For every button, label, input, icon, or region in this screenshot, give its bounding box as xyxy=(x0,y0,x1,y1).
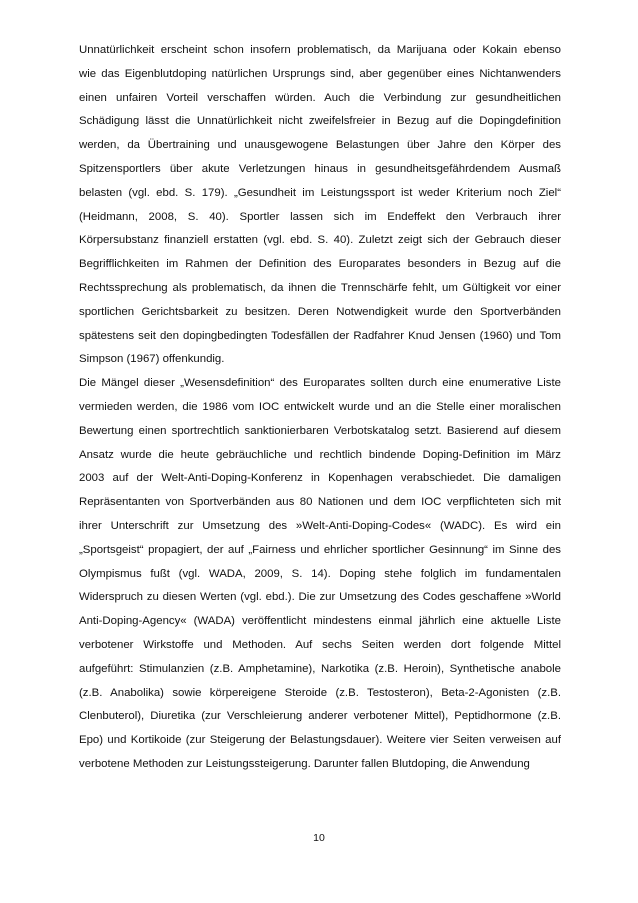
paragraph-1 xyxy=(79,39,561,372)
text-line: Unnatürlichkeit erscheint schon insofern problematisch, da Marijuana oder Kokain ebenso xyxy=(79,44,561,56)
text-line: ihrer Unterschrift zur Umsetzung des »Welt-Anti-Doping-Codes« (WADC). Es wird ein xyxy=(79,519,561,532)
text-line: Repräsentanten von Sportverbänden aus 80 Nationen und dem IOC verpflichteten sich mit xyxy=(79,496,561,509)
paragraph-2 xyxy=(79,372,561,777)
text-line: Körpersubstanz finanziell erstatten (vgl. ebd. S. 40). Zuletzt zeigt sich der Gebrauch dieser xyxy=(79,234,561,247)
text-line: Begrifflichkeiten im Rahmen der Definition des Europarates besonders in Bezug auf die xyxy=(79,258,561,271)
text-line: belasten (vgl. ebd. S. 179). „Gesundheit im Leistungssport ist weder Kriterium noch Ziel“ xyxy=(79,186,561,199)
text-line: vermieden werden, die 1986 vom IOC entwickelt wurde und an die Stelle einer moralischen xyxy=(79,400,561,413)
text-line: (z.B. Anabolika) sowie körpereigene Steroide (z.B. Testosteron), Beta-2-Agonisten (z.B. xyxy=(79,686,561,699)
text-line: aufgeführt: Stimulanzien (z.B. Amphetamine), Narkotika (z.B. Heroin), Synthetische anabole xyxy=(79,662,561,675)
text-line: verbotene Methoden zur Leistungssteigerung. Darunter fallen Blutdoping, die Anwendung xyxy=(79,757,530,770)
text-line: 2003 auf der Welt-Anti-Doping-Konferenz in Kopenhagen verabschiedet. Die damaligen xyxy=(79,472,561,485)
text-line: Rechtssprechung als problematisch, da ihnen die Trennschärfe fehlt, um Gültigkeit vor einer xyxy=(79,281,561,294)
text-line: Die Mängel dieser „Wesensdefinition“ des Europarates sollten durch eine enumerative Liste xyxy=(79,377,561,390)
text-line: Simpson (1967) offenkundig. xyxy=(79,353,225,366)
text-line: (Heidmann, 2008, S. 40). Sportler lassen sich im Endeffekt den Verbrauch ihrer xyxy=(79,210,561,223)
text-line: Epo) und Kortikoide (zur Steigerung der Belastungsdauer). Weitere vier Seiten verweisen auf xyxy=(79,734,561,747)
text-line: werden, da Übertraining und unausgewogene Belastungen über Jahre den Körper des xyxy=(79,139,561,152)
text-line: Bewertung einen sportrechtlich sanktionierbaren Verbotskatalog setzt. Basierend auf diesem xyxy=(79,424,561,437)
text-line: Schädigung lässt die Unnatürlichkeit nicht zweifelsfreier in Bezug auf die Dopingdefinition xyxy=(79,115,561,128)
text-line: Spitzensportlers über akute Verletzungen hinaus in gesundheitsgefährdendem Ausmaß xyxy=(79,162,561,175)
text-line: einen unfairen Vorteil verschaffen würden. Auch die Verbindung zur gesundheitlichen xyxy=(79,91,561,104)
text-line: wie das Eigenblutdoping natürlichen Ursprungs sind, aber gegenüber eines Nichtanwenders xyxy=(79,67,561,80)
text-line: Ansatz wurde die heute gebräuchliche und rechtlich bindende Doping-Definition im März xyxy=(79,448,561,461)
text-line: Clenbuterol), Diuretika (zur Verschleierung anderer verbotener Mittel), Peptidhormone (z.B. xyxy=(79,710,561,723)
text-line: verbotener Wirkstoffe und Methoden. Auf sechs Seiten werden dort folgende Mittel xyxy=(79,638,561,651)
text-line: spätestens seit den dopingbedingten Todesfällen der Radfahrer Knud Jensen (1960) und Tom xyxy=(79,329,561,342)
text-line: Widerspruch zu diesen Werten (vgl. ebd.). Die zur Umsetzung des Codes geschaffene »World xyxy=(79,591,561,604)
text-line: Olympismus fußt (vgl. WADA, 2009, S. 14). Doping stehe folglich im fundamentalen xyxy=(79,567,561,580)
text-line: „Sportsgeist“ propagiert, der auf „Fairness und ehrlicher sportlicher Gesinnung“ im Sinne des xyxy=(79,543,561,556)
text-line: Anti-Doping-Agency« (WADA) veröffentlicht mindestens einmal jährlich eine aktuelle Liste xyxy=(79,615,561,628)
body-text xyxy=(79,39,561,777)
page-number: 10 xyxy=(313,832,325,844)
text-line: sportlichen Gerichtsbarkeit zu besitzen. Deren Notwendigkeit wurde den Sportverbänden xyxy=(79,305,561,318)
